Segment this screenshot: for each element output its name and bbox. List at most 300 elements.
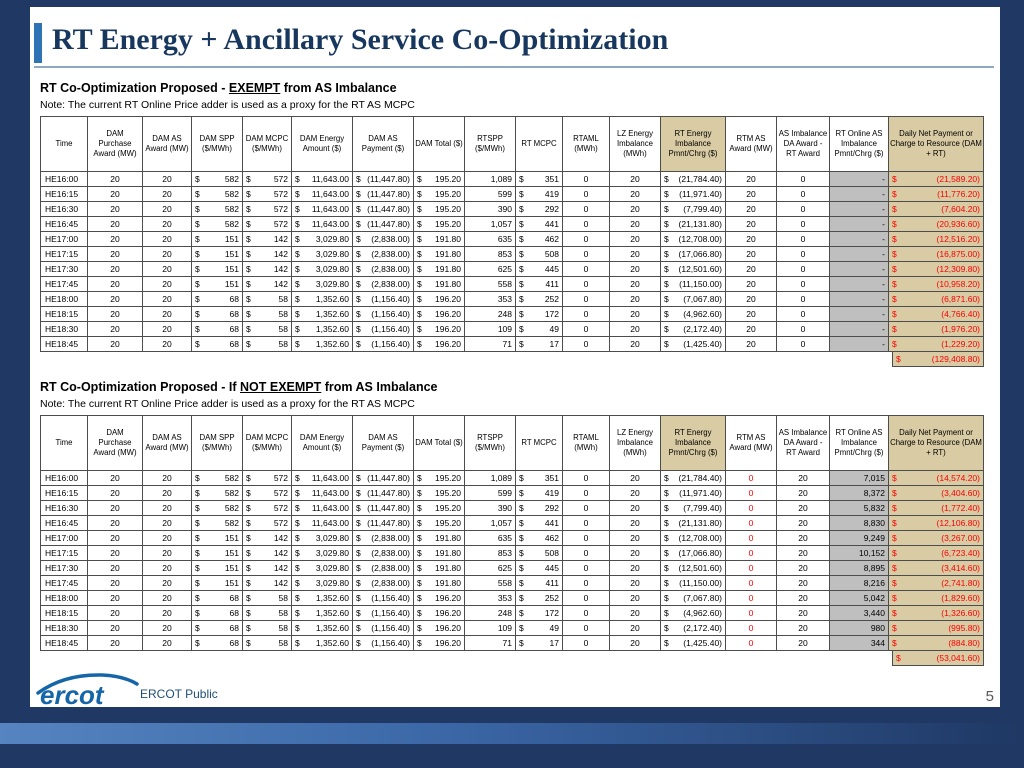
data-cell	[414, 561, 465, 576]
data-cell: 20	[726, 202, 777, 217]
data-cell	[661, 277, 726, 292]
currency-symbol: $	[417, 488, 422, 498]
currency-symbol: $	[519, 249, 524, 259]
cell-amount: (2,838.00)	[371, 234, 410, 244]
data-cell	[516, 636, 563, 651]
data-cell: 0	[777, 277, 830, 292]
data-cell: -	[830, 277, 889, 292]
currency-symbol: $	[246, 608, 251, 618]
data-cell: 625	[465, 561, 516, 576]
currency-symbol: $	[195, 533, 200, 543]
data-cell	[414, 486, 465, 501]
cell-amount: 191.80	[435, 279, 461, 289]
data-cell: 0	[726, 531, 777, 546]
section-note: Note: The current RT Online Price adder is used as a proxy for the RT AS MCPC	[40, 398, 415, 410]
currency-symbol: $	[356, 204, 361, 214]
data-cell: 390	[465, 202, 516, 217]
data-cell: 20	[88, 232, 143, 247]
cell-amount: (1,156.40)	[371, 638, 410, 648]
data-cell	[353, 187, 414, 202]
data-cell: 0	[563, 576, 610, 591]
currency-symbol: $	[195, 488, 200, 498]
cell-amount: 3,029.80	[315, 563, 349, 573]
data-cell	[516, 576, 563, 591]
cell-amount: 196.20	[435, 593, 461, 603]
data-cell	[192, 307, 243, 322]
data-cell: 20	[777, 606, 830, 621]
cell-amount: 582	[224, 473, 239, 483]
data-cell: 109	[465, 621, 516, 636]
data-cell	[292, 172, 353, 187]
data-cell: 109	[465, 322, 516, 337]
data-cell	[516, 501, 563, 516]
data-cell: -	[830, 232, 889, 247]
ercot-logo	[36, 671, 140, 709]
cell-amount: 462	[544, 234, 559, 244]
data-cell: 20	[88, 262, 143, 277]
title-accent-bar	[34, 23, 42, 63]
data-cell: 20	[143, 636, 192, 651]
data-cell	[661, 531, 726, 546]
cell-amount: (11,971.40)	[679, 189, 722, 199]
data-cell	[292, 486, 353, 501]
heading-underlined: EXEMPT	[228, 81, 281, 95]
currency-symbol: $	[295, 309, 300, 319]
data-cell	[414, 247, 465, 262]
cell-amount: 68	[229, 324, 239, 334]
cell-amount: 68	[229, 339, 239, 349]
currency-symbol: $	[519, 234, 524, 244]
table-body	[41, 471, 984, 651]
currency-symbol: $	[195, 548, 200, 558]
data-cell	[661, 217, 726, 232]
cell-amount: 292	[544, 503, 559, 513]
data-row	[41, 232, 984, 247]
heading-suffix: from AS Imbalance	[321, 380, 438, 394]
data-cell: 20	[726, 307, 777, 322]
cell-amount: (20,936.60)	[936, 219, 980, 229]
currency-symbol: $	[417, 638, 422, 648]
header-row	[41, 117, 984, 172]
cell-amount: 582	[224, 488, 239, 498]
cell-amount: 3,029.80	[315, 548, 349, 558]
currency-symbol: $	[664, 548, 669, 558]
cell-amount: 462	[544, 533, 559, 543]
currency-symbol: $	[892, 623, 897, 633]
data-cell: 20	[88, 486, 143, 501]
data-cell	[661, 307, 726, 322]
data-cell: 20	[143, 486, 192, 501]
data-cell	[516, 486, 563, 501]
data-cell: 344	[830, 636, 889, 651]
cell-amount: 3,029.80	[315, 234, 349, 244]
column-header: DAM AS Award (MW)	[143, 117, 192, 172]
cell-amount: (2,838.00)	[371, 548, 410, 558]
data-cell: 20	[88, 501, 143, 516]
currency-symbol: $	[195, 578, 200, 588]
data-cell	[243, 501, 292, 516]
data-cell	[353, 486, 414, 501]
data-cell: 20	[88, 606, 143, 621]
currency-symbol: $	[356, 518, 361, 528]
currency-symbol: $	[246, 533, 251, 543]
cell-amount: (12,309.80)	[936, 264, 980, 274]
data-cell	[661, 516, 726, 531]
cell-amount: 441	[544, 219, 559, 229]
cell-amount: 3,029.80	[315, 533, 349, 543]
cell-amount: (7,604.20)	[941, 204, 980, 214]
currency-symbol: $	[295, 473, 300, 483]
data-cell: 20	[610, 501, 661, 516]
data-cell	[414, 217, 465, 232]
cell-amount: 11,643.00	[311, 503, 349, 513]
data-cell: 20	[726, 232, 777, 247]
cell-amount: 351	[544, 174, 559, 184]
data-cell	[292, 217, 353, 232]
data-cell: 0	[726, 576, 777, 591]
cell-amount: (7,067.80)	[683, 593, 722, 603]
data-cell	[516, 591, 563, 606]
data-cell	[192, 591, 243, 606]
cell-amount: 58	[278, 339, 288, 349]
data-cell: 3,440	[830, 606, 889, 621]
data-row	[41, 217, 984, 232]
currency-symbol: $	[295, 518, 300, 528]
cell-amount: 582	[224, 219, 239, 229]
exempt-table	[40, 116, 984, 352]
cell-amount: 1,352.60	[315, 593, 349, 603]
data-cell	[243, 187, 292, 202]
cell-amount: 1,352.60	[315, 294, 349, 304]
slide-title: RT Energy + Ancillary Service Co-Optimization	[52, 23, 669, 56]
data-cell: 20	[777, 546, 830, 561]
cell-amount: (3,414.60)	[941, 563, 980, 573]
data-cell	[292, 471, 353, 486]
cell-amount: (7,799.40)	[683, 503, 722, 513]
currency-symbol: $	[417, 189, 422, 199]
data-row	[41, 636, 984, 651]
data-cell: 0	[563, 217, 610, 232]
data-cell: HE16:15	[41, 187, 88, 202]
currency-symbol: $	[417, 219, 422, 229]
data-cell: 0	[563, 636, 610, 651]
cell-amount: 151	[224, 533, 239, 543]
cell-amount: (1,156.40)	[371, 608, 410, 618]
data-cell	[889, 621, 984, 636]
bottom-gradient-bar	[0, 723, 1024, 744]
data-cell	[243, 262, 292, 277]
section-exempt	[40, 81, 1000, 367]
cell-amount: 68	[229, 623, 239, 633]
data-cell	[192, 606, 243, 621]
data-cell	[889, 531, 984, 546]
data-cell	[192, 247, 243, 262]
data-cell: 0	[726, 516, 777, 531]
data-cell: 20	[726, 217, 777, 232]
data-cell: HE18:15	[41, 606, 88, 621]
data-cell	[243, 546, 292, 561]
cell-amount: (10,958.20)	[936, 279, 980, 289]
data-cell: 20	[777, 591, 830, 606]
currency-symbol: $	[664, 518, 669, 528]
total-line	[40, 352, 984, 367]
data-cell: 20	[143, 516, 192, 531]
cell-amount: (12,106.80)	[936, 518, 980, 528]
cell-amount: 195.20	[435, 518, 461, 528]
cell-amount: 572	[273, 219, 288, 229]
data-cell	[292, 247, 353, 262]
data-cell: 20	[610, 232, 661, 247]
currency-symbol: $	[246, 309, 251, 319]
cell-amount: (1,156.40)	[371, 294, 410, 304]
currency-symbol: $	[519, 204, 524, 214]
column-header: RTM AS Award (MW)	[726, 416, 777, 471]
cell-amount: (17,066.80)	[678, 249, 722, 259]
cell-amount: 151	[224, 234, 239, 244]
data-cell	[292, 187, 353, 202]
data-cell: 20	[143, 247, 192, 262]
cell-amount: 11,643.00	[311, 204, 349, 214]
data-cell: 20	[143, 546, 192, 561]
data-cell: 20	[610, 636, 661, 651]
column-header: DAM SPP ($/MWh)	[192, 117, 243, 172]
data-cell	[292, 531, 353, 546]
data-cell: 0	[563, 531, 610, 546]
cell-amount: (11,447.80)	[367, 219, 410, 229]
currency-symbol: $	[246, 174, 251, 184]
data-cell	[516, 621, 563, 636]
currency-symbol: $	[295, 488, 300, 498]
currency-symbol: $	[892, 249, 897, 259]
data-cell: 20	[88, 202, 143, 217]
cell-amount: 151	[224, 264, 239, 274]
cell-amount: 151	[224, 578, 239, 588]
data-cell: 20	[610, 307, 661, 322]
data-cell: HE16:00	[41, 172, 88, 187]
currency-symbol: $	[246, 264, 251, 274]
column-header: LZ Energy Imbalance (MWh)	[610, 416, 661, 471]
data-cell: 0	[777, 187, 830, 202]
data-row	[41, 516, 984, 531]
data-cell	[292, 546, 353, 561]
currency-symbol: $	[417, 174, 422, 184]
data-cell	[192, 232, 243, 247]
currency-symbol: $	[295, 279, 300, 289]
data-cell	[243, 486, 292, 501]
cell-amount: 11,643.00	[311, 174, 349, 184]
data-cell: 0	[563, 277, 610, 292]
currency-symbol: $	[295, 219, 300, 229]
data-cell	[353, 621, 414, 636]
total-line	[40, 651, 984, 666]
data-cell: 20	[88, 621, 143, 636]
cell-amount: 1,352.60	[315, 623, 349, 633]
cell-amount: (11,447.80)	[367, 518, 410, 528]
currency-symbol: $	[664, 294, 669, 304]
data-cell: 20	[88, 277, 143, 292]
cell-amount: (2,838.00)	[371, 578, 410, 588]
cell-amount: 151	[224, 279, 239, 289]
data-cell	[243, 636, 292, 651]
data-cell	[661, 247, 726, 262]
cell-amount: (11,150.00)	[679, 279, 722, 289]
currency-symbol: $	[519, 503, 524, 513]
data-cell	[516, 277, 563, 292]
data-cell: -	[830, 337, 889, 352]
currency-symbol: $	[664, 219, 669, 229]
data-cell	[414, 606, 465, 621]
data-cell: 248	[465, 307, 516, 322]
cell-amount: 191.80	[435, 264, 461, 274]
cell-amount: 441	[544, 518, 559, 528]
data-cell	[292, 636, 353, 651]
currency-symbol: $	[356, 473, 361, 483]
currency-symbol: $	[246, 279, 251, 289]
data-cell: 1,089	[465, 471, 516, 486]
data-cell: 0	[777, 337, 830, 352]
data-cell: 20	[143, 501, 192, 516]
currency-symbol: $	[892, 204, 897, 214]
cell-amount: 142	[273, 563, 288, 573]
data-cell	[516, 531, 563, 546]
cell-amount: 572	[273, 204, 288, 214]
column-header: DAM Energy Amount ($)	[292, 416, 353, 471]
currency-symbol: $	[519, 608, 524, 618]
heading-suffix: from AS Imbalance	[280, 81, 397, 95]
data-cell	[292, 292, 353, 307]
currency-symbol: $	[664, 623, 669, 633]
currency-symbol: $	[892, 294, 897, 304]
currency-symbol: $	[892, 578, 897, 588]
data-cell: 20	[88, 471, 143, 486]
column-header: RTAML (MWh)	[563, 416, 610, 471]
cell-amount: (2,838.00)	[371, 563, 410, 573]
column-header: RT MCPC	[516, 416, 563, 471]
data-cell	[243, 531, 292, 546]
column-header: LZ Energy Imbalance (MWh)	[610, 117, 661, 172]
cell-amount: 582	[224, 503, 239, 513]
cell-amount: (14,574.20)	[936, 473, 980, 483]
data-cell: 71	[465, 636, 516, 651]
currency-symbol: $	[195, 623, 200, 633]
data-cell: 0	[726, 621, 777, 636]
data-cell: 20	[88, 561, 143, 576]
data-cell: 8,372	[830, 486, 889, 501]
currency-symbol: $	[295, 563, 300, 573]
column-header: RTM AS Award (MW)	[726, 117, 777, 172]
data-cell	[192, 262, 243, 277]
data-cell	[516, 217, 563, 232]
cell-amount: 68	[229, 309, 239, 319]
data-cell	[192, 202, 243, 217]
data-cell	[414, 501, 465, 516]
data-cell: 0	[777, 247, 830, 262]
currency-symbol: $	[519, 563, 524, 573]
cell-amount: (1,156.40)	[371, 623, 410, 633]
currency-symbol: $	[295, 608, 300, 618]
currency-symbol: $	[195, 518, 200, 528]
currency-symbol: $	[892, 518, 897, 528]
column-header: AS Imbalance DA Award - RT Award	[777, 117, 830, 172]
data-cell	[243, 277, 292, 292]
data-row	[41, 187, 984, 202]
data-cell: 20	[88, 576, 143, 591]
cell-amount: 572	[273, 503, 288, 513]
currency-symbol: $	[892, 279, 897, 289]
data-cell	[353, 471, 414, 486]
data-cell: 599	[465, 486, 516, 501]
column-header: Time	[41, 117, 88, 172]
cell-amount: 252	[544, 294, 559, 304]
cell-amount: (2,838.00)	[371, 533, 410, 543]
cell-amount: 17	[549, 638, 559, 648]
currency-symbol: $	[356, 309, 361, 319]
cell-amount: 142	[273, 249, 288, 259]
column-header: DAM Energy Amount ($)	[292, 117, 353, 172]
currency-symbol: $	[195, 174, 200, 184]
cell-amount: 3,029.80	[315, 264, 349, 274]
currency-symbol: $	[664, 608, 669, 618]
cell-amount: (129,408.80)	[931, 354, 980, 364]
exempt-table-wrap	[40, 111, 984, 367]
heading-underlined: NOT EXEMPT	[240, 380, 322, 394]
cell-amount: 11,643.00	[311, 219, 349, 229]
cell-amount: (4,962.60)	[683, 309, 722, 319]
currency-symbol: $	[417, 533, 422, 543]
currency-symbol: $	[417, 473, 422, 483]
cell-amount: 572	[273, 174, 288, 184]
data-cell	[414, 277, 465, 292]
data-cell: 0	[726, 546, 777, 561]
currency-symbol: $	[892, 309, 897, 319]
currency-symbol: $	[892, 473, 897, 483]
grand-total-cell	[892, 651, 984, 666]
data-cell: -	[830, 202, 889, 217]
data-cell: 20	[143, 262, 192, 277]
currency-symbol: $	[519, 533, 524, 543]
data-cell	[292, 576, 353, 591]
cell-amount: 58	[278, 638, 288, 648]
data-cell: HE17:15	[41, 546, 88, 561]
data-row	[41, 606, 984, 621]
currency-symbol: $	[664, 563, 669, 573]
cell-amount: 195.20	[435, 473, 461, 483]
data-cell: 5,042	[830, 591, 889, 606]
currency-symbol: $	[417, 578, 422, 588]
data-cell: 20	[88, 531, 143, 546]
data-cell: 20	[726, 337, 777, 352]
cell-amount: 142	[273, 264, 288, 274]
currency-symbol: $	[195, 339, 200, 349]
data-cell	[889, 636, 984, 651]
currency-symbol: $	[246, 189, 251, 199]
data-cell	[661, 606, 726, 621]
data-cell	[414, 546, 465, 561]
data-cell	[353, 501, 414, 516]
cell-amount: 3,029.80	[315, 279, 349, 289]
cell-amount: 1,352.60	[315, 339, 349, 349]
currency-symbol: $	[417, 503, 422, 513]
cell-amount: 58	[278, 593, 288, 603]
data-cell	[243, 232, 292, 247]
data-cell: 20	[143, 561, 192, 576]
data-cell: HE18:45	[41, 337, 88, 352]
data-cell: 7,015	[830, 471, 889, 486]
column-header: Time	[41, 416, 88, 471]
currency-symbol: $	[195, 503, 200, 513]
currency-symbol: $	[417, 309, 422, 319]
cell-amount: 582	[224, 189, 239, 199]
